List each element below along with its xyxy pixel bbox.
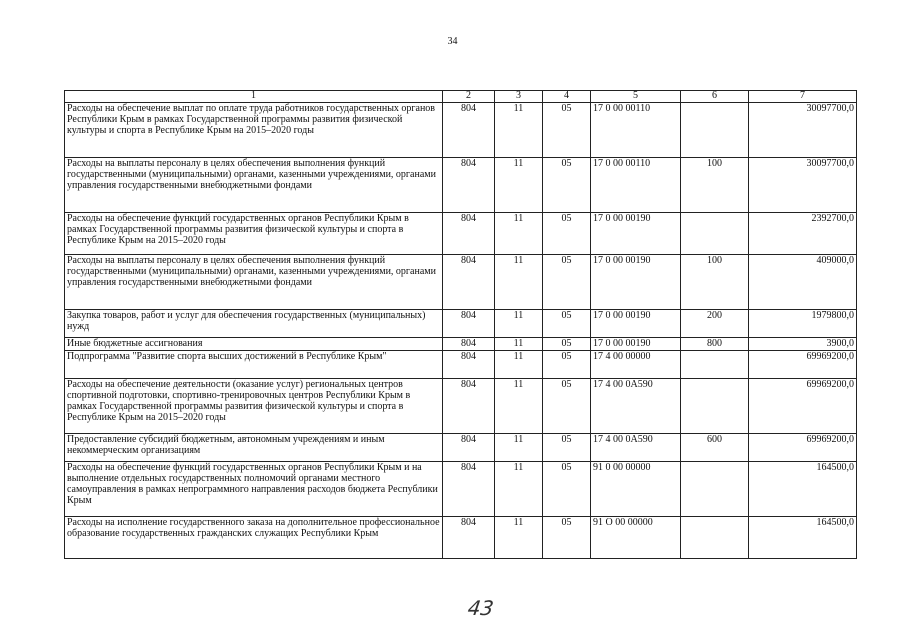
col-header-3: 3 bbox=[495, 91, 543, 103]
table-row bbox=[65, 462, 857, 517]
row-subsection: 05 bbox=[543, 462, 591, 517]
row-subsection: 05 bbox=[543, 351, 591, 379]
row-subsection: 05 bbox=[543, 338, 591, 351]
row-section: 11 bbox=[495, 351, 543, 379]
row-expense-type: 100 bbox=[681, 158, 749, 213]
row-subsection: 05 bbox=[543, 103, 591, 158]
row-ministry: 804 bbox=[443, 158, 495, 213]
row-target-code: 17 0 00 00190 bbox=[591, 213, 681, 255]
row-section: 11 bbox=[495, 434, 543, 462]
row-amount: 69969200,0 bbox=[749, 379, 857, 434]
row-ministry: 804 bbox=[443, 434, 495, 462]
row-section: 11 bbox=[495, 517, 543, 559]
row-amount: 164500,0 bbox=[749, 517, 857, 559]
row-ministry: 804 bbox=[443, 103, 495, 158]
row-name: Расходы на обеспечение деятельности (оказание услуг) региональных центров спортивной подготовки, спортивно-тренировочных центров Республики Крым в рамках Государственной программы развития физической культуры и спорта в Республике Крым на 2015–2020 годы bbox=[65, 379, 443, 434]
table-row bbox=[65, 338, 857, 351]
row-expense-type: 600 bbox=[681, 434, 749, 462]
row-subsection: 05 bbox=[543, 310, 591, 338]
row-target-code: 17 0 00 00190 bbox=[591, 255, 681, 310]
row-section: 11 bbox=[495, 158, 543, 213]
table-row bbox=[65, 255, 857, 310]
row-target-code: 17 0 00 00110 bbox=[591, 103, 681, 158]
row-section: 11 bbox=[495, 310, 543, 338]
row-name: Закупка товаров, работ и услуг для обеспечения государственных (муниципальных) нужд bbox=[65, 310, 443, 338]
row-target-code: 17 0 00 00190 bbox=[591, 310, 681, 338]
row-target-code: 17 4 00 0А590 bbox=[591, 434, 681, 462]
col-header-6: 6 bbox=[681, 91, 749, 103]
row-subsection: 05 bbox=[543, 213, 591, 255]
row-section: 11 bbox=[495, 103, 543, 158]
row-expense-type: 100 bbox=[681, 255, 749, 310]
row-ministry: 804 bbox=[443, 462, 495, 517]
table-row bbox=[65, 517, 857, 559]
row-ministry: 804 bbox=[443, 351, 495, 379]
page-number: 34 bbox=[447, 36, 458, 47]
col-header-4: 4 bbox=[543, 91, 591, 103]
row-ministry: 804 bbox=[443, 338, 495, 351]
row-amount: 164500,0 bbox=[749, 462, 857, 517]
row-expense-type bbox=[681, 213, 749, 255]
table-row bbox=[65, 379, 857, 434]
row-subsection: 05 bbox=[543, 255, 591, 310]
row-target-code: 17 4 00 00000 bbox=[591, 351, 681, 379]
col-header-5: 5 bbox=[591, 91, 681, 103]
row-name: Предоставление субсидий бюджетным, автономным учреждениям и иным некоммерческим организациям bbox=[65, 434, 443, 462]
row-expense-type: 200 bbox=[681, 310, 749, 338]
row-subsection: 05 bbox=[543, 158, 591, 213]
row-amount: 409000,0 bbox=[749, 255, 857, 310]
row-section: 11 bbox=[495, 338, 543, 351]
row-name: Расходы на обеспечение выплат по оплате труда работников государственных органов Республики Крым в рамках Государственной программы развития физической культуры и спорта в Республике Крым на 2015–2020 годы bbox=[65, 103, 443, 158]
row-amount: 1979800,0 bbox=[749, 310, 857, 338]
col-header-7: 7 bbox=[749, 91, 857, 103]
table-row bbox=[65, 434, 857, 462]
row-subsection: 05 bbox=[543, 517, 591, 559]
table-row bbox=[65, 103, 857, 158]
row-amount: 30097700,0 bbox=[749, 158, 857, 213]
row-ministry: 804 bbox=[443, 517, 495, 559]
row-amount: 69969200,0 bbox=[749, 434, 857, 462]
table-row bbox=[65, 310, 857, 338]
row-name: Иные бюджетные ассигнования bbox=[65, 338, 443, 351]
row-section: 11 bbox=[495, 379, 543, 434]
row-section: 11 bbox=[495, 213, 543, 255]
row-expense-type bbox=[681, 517, 749, 559]
row-name: Расходы на обеспечение функций государственных органов Республики Крым и на выполнение отдельных государственных полномочий органами местного самоуправления в рамках непрограммного направления расходов бюджета Республики Крым bbox=[65, 462, 443, 517]
row-expense-type: 800 bbox=[681, 338, 749, 351]
handwritten-sheet-number: 43 bbox=[466, 596, 496, 620]
row-name: Подпрограмма "Развитие спорта высших достижений в Республике Крым" bbox=[65, 351, 443, 379]
row-amount: 2392700,0 bbox=[749, 213, 857, 255]
row-ministry: 804 bbox=[443, 255, 495, 310]
row-subsection: 05 bbox=[543, 379, 591, 434]
row-name: Расходы на выплаты персоналу в целях обеспечения выполнения функций государственными (муниципальными) органами, казенными учреждениями, органами управления государственными внебюджетными фондами bbox=[65, 255, 443, 310]
row-amount: 69969200,0 bbox=[749, 351, 857, 379]
row-target-code: 91 0 00 00000 bbox=[591, 462, 681, 517]
row-name: Расходы на выплаты персоналу в целях обеспечения выполнения функций государственными (муниципальными) органами, казенными учреждениями, органами управления государственными внебюджетными фондами bbox=[65, 158, 443, 213]
row-ministry: 804 bbox=[443, 310, 495, 338]
row-section: 11 bbox=[495, 255, 543, 310]
row-target-code: 17 0 00 00110 bbox=[591, 158, 681, 213]
row-expense-type bbox=[681, 379, 749, 434]
row-target-code: 17 4 00 0А590 bbox=[591, 379, 681, 434]
row-section: 11 bbox=[495, 462, 543, 517]
row-expense-type bbox=[681, 462, 749, 517]
row-name: Расходы на обеспечение функций государственных органов Республики Крым в рамках Государственной программы развития физической культуры и спорта в Республике Крым на 2015–2020 годы bbox=[65, 213, 443, 255]
header-row bbox=[65, 91, 857, 103]
col-header-2: 2 bbox=[443, 91, 495, 103]
row-name: Расходы на исполнение государственного заказа на дополнительное профессиональное образование государственных гражданских служащих Республики Крым bbox=[65, 517, 443, 559]
row-target-code: 17 0 00 00190 bbox=[591, 338, 681, 351]
row-amount: 30097700,0 bbox=[749, 103, 857, 158]
row-amount: 3900,0 bbox=[749, 338, 857, 351]
row-expense-type bbox=[681, 103, 749, 158]
row-subsection: 05 bbox=[543, 434, 591, 462]
budget-table bbox=[64, 90, 857, 559]
table-row bbox=[65, 158, 857, 213]
col-header-1: 1 bbox=[65, 91, 443, 103]
table-row bbox=[65, 351, 857, 379]
row-expense-type bbox=[681, 351, 749, 379]
row-target-code: 91 О 00 00000 bbox=[591, 517, 681, 559]
row-ministry: 804 bbox=[443, 379, 495, 434]
row-ministry: 804 bbox=[443, 213, 495, 255]
table-row bbox=[65, 213, 857, 255]
